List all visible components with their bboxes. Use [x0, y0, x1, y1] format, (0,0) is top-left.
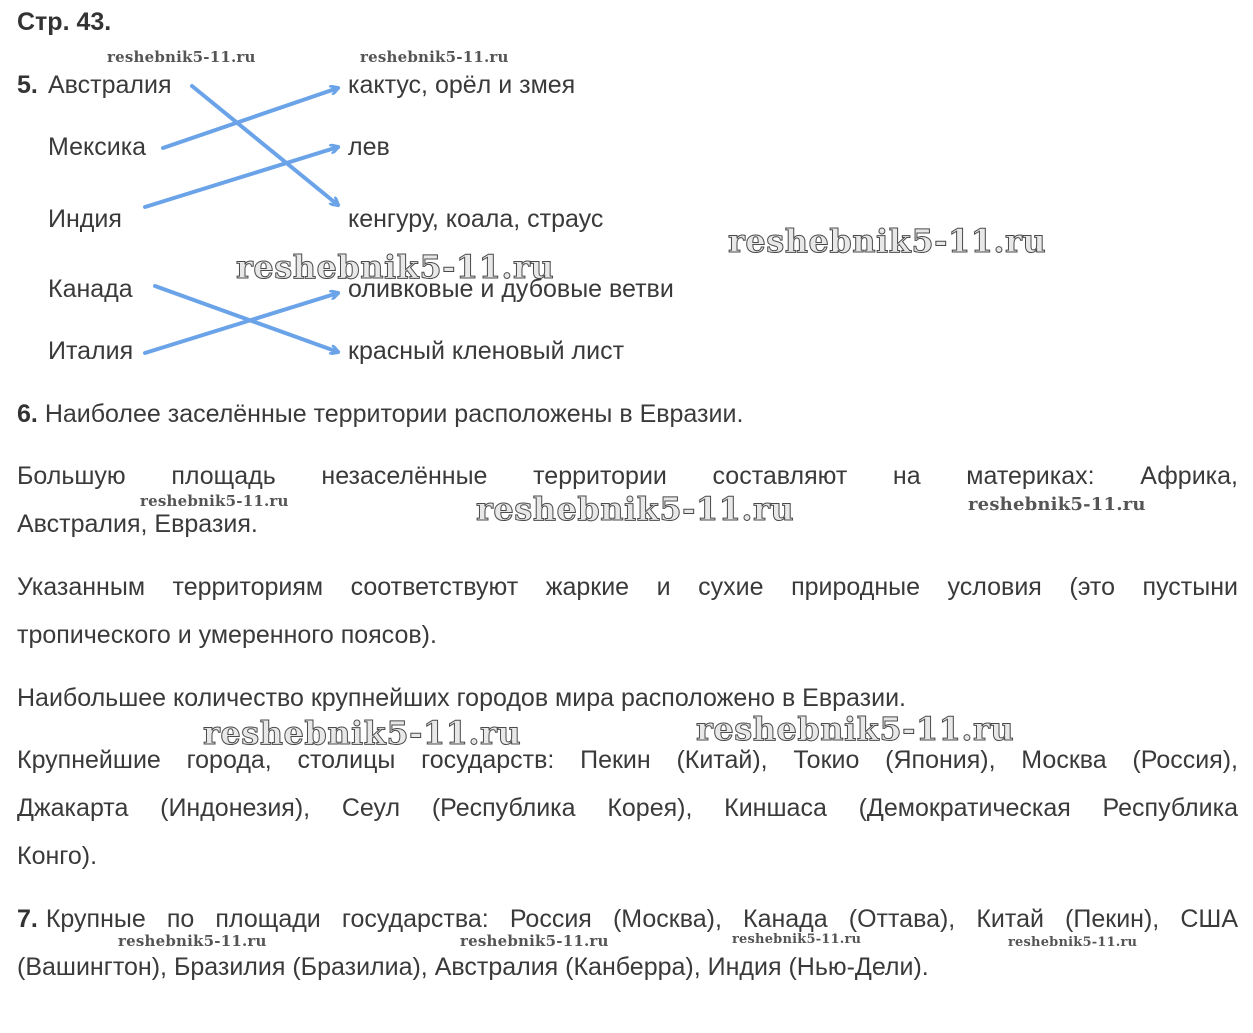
- arrow-india-lion: [145, 147, 338, 207]
- paragraph-text: Крупные по площади государства: Россия (Москва), Канада (Оттава), Китай (Пекин), США: [45, 905, 1238, 933]
- paragraph-text: Наиболее заселённые территории расположены в Евразии.: [44, 400, 744, 428]
- watermark: reshebnik5-11.ru: [1008, 935, 1138, 950]
- paragraph-line: Наибольшее количество крупнейших городов мира расположено в Евразии.: [17, 684, 906, 712]
- symbol-label: кенгуру, коала, страус: [348, 205, 604, 233]
- watermark: reshebnik5-11.ru: [118, 932, 267, 950]
- paragraph-line: [17, 904, 1238, 934]
- paragraph-line: Крупнейшие города, столицы государств: Пекин (Китай), Токио (Япония), Москва (Россия),: [17, 746, 1238, 774]
- country-label: Мексика: [48, 133, 147, 161]
- paragraph: [17, 399, 743, 429]
- country-label: Италия: [48, 337, 134, 365]
- task-number: 6.: [17, 400, 38, 428]
- watermark-large: reshebnik5-11.ru: [236, 248, 555, 286]
- country-label: Канада: [48, 275, 133, 303]
- watermark: reshebnik5-11.ru: [140, 492, 289, 510]
- country-label: Австралия: [48, 71, 172, 99]
- symbol-label: красный кленовый лист: [348, 337, 625, 365]
- task-number: 5.: [17, 71, 38, 99]
- watermark-large: reshebnik5-11.ru: [696, 710, 1015, 748]
- watermark-large: reshebnik5-11.ru: [203, 714, 522, 752]
- watermark: reshebnik5-11.ru: [107, 48, 256, 66]
- country-label: Индия: [48, 205, 122, 233]
- watermark-large: reshebnik5-11.ru: [728, 222, 1047, 260]
- matching-arrows: [0, 0, 1253, 420]
- arrow-italy-olive: [145, 293, 338, 353]
- paragraph-line: Австралия, Евразия.: [17, 510, 258, 538]
- watermark: reshebnik5-11.ru: [460, 932, 609, 950]
- paragraph-line: Большую площадь незаселённые территории составляют на материках: Африка,: [17, 462, 1238, 490]
- watermark: reshebnik5-11.ru: [732, 932, 862, 947]
- paragraph-line: тропического и умеренного поясов).: [17, 621, 437, 649]
- task-number: 7.: [17, 905, 38, 933]
- watermark: reshebnik5-11.ru: [968, 494, 1146, 515]
- paragraph-line: (Вашингтон), Бразилия (Бразилиа), Австралия (Канберра), Индия (Нью-Дели).: [17, 953, 929, 981]
- watermark-large: reshebnik5-11.ru: [476, 490, 795, 528]
- arrow-mexico-cactus: [163, 88, 338, 148]
- page-number: Стр. 43.: [17, 8, 112, 36]
- symbol-label: лев: [348, 133, 390, 161]
- watermark: reshebnik5-11.ru: [360, 48, 509, 66]
- paragraph-line: Джакарта (Индонезия), Сеул (Республика Корея), Киншаса (Демократическая Республика: [17, 794, 1238, 822]
- symbol-label: кактус, орёл и змея: [348, 71, 576, 99]
- paragraph-line: Указанным территориям соответствуют жаркие и сухие природные условия (это пустыни: [17, 573, 1238, 601]
- paragraph-line: Конго).: [17, 842, 98, 870]
- symbol-label: оливковые и дубовые ветви: [348, 275, 674, 303]
